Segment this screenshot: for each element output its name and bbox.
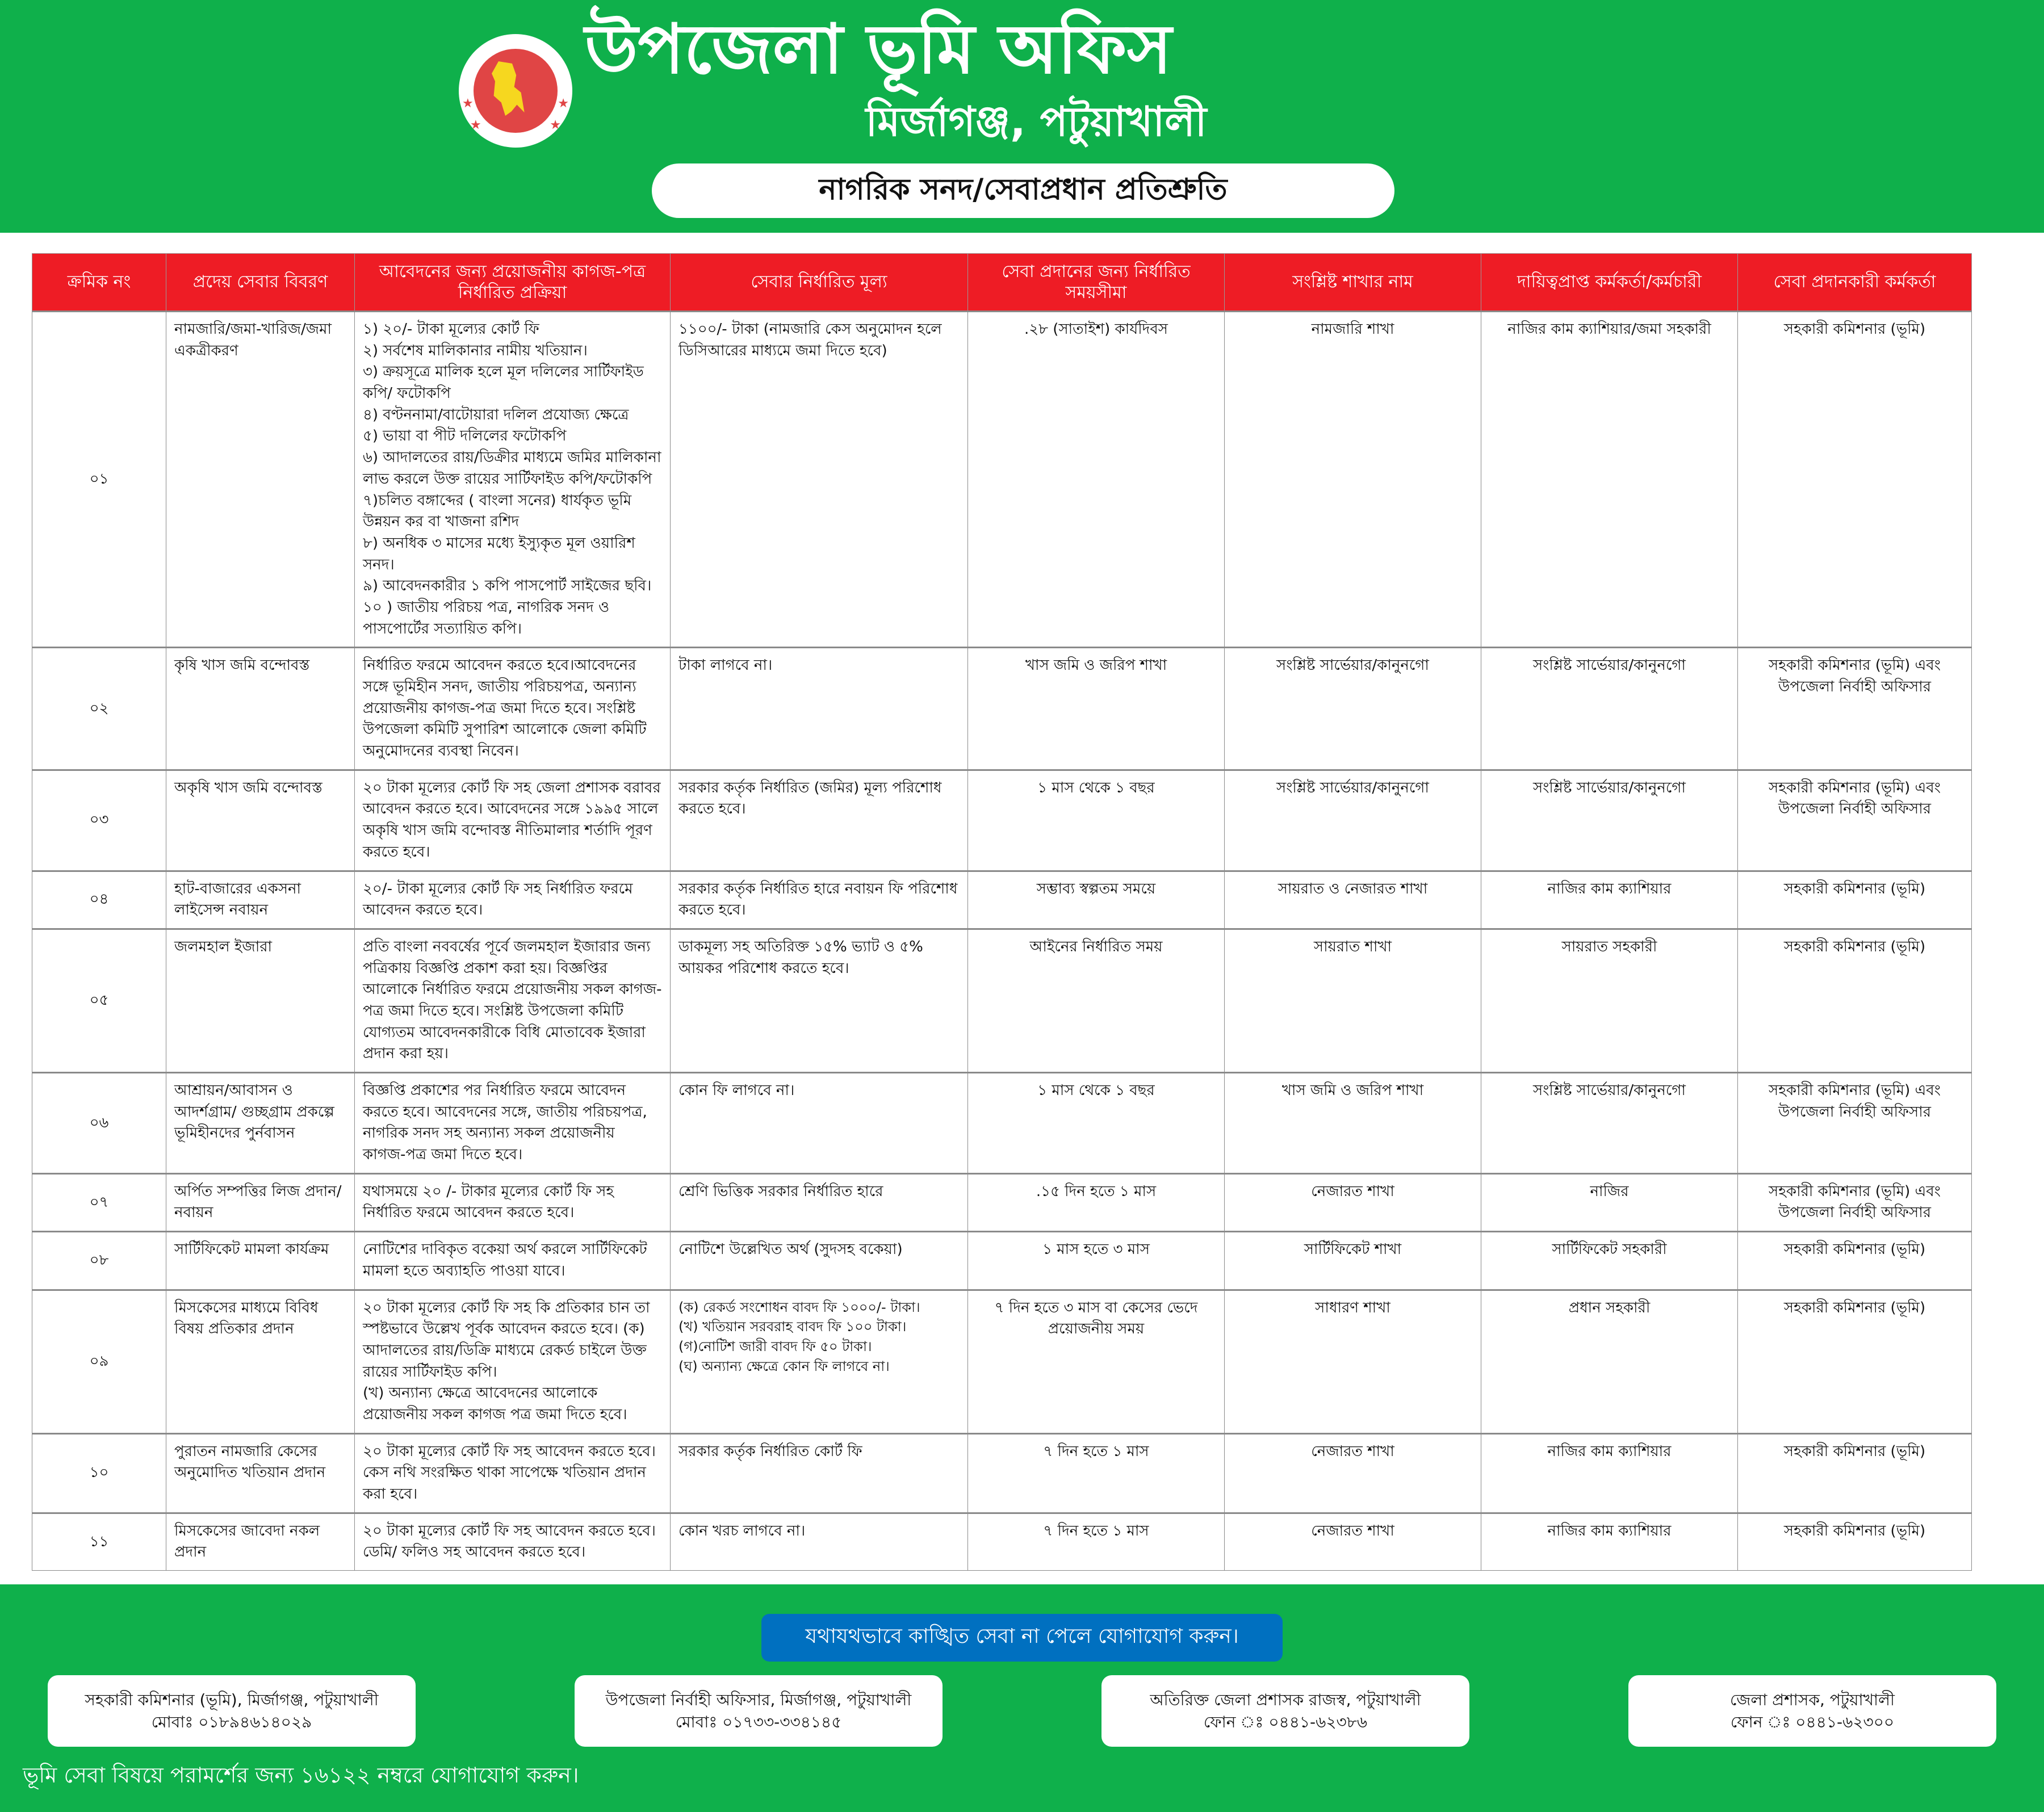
- service-provider-cell: সহকারী কমিশনার (ভূমি): [1738, 929, 1972, 1072]
- serial-number-cell: ০১: [32, 312, 166, 648]
- responsible-officer-cell: নাজির: [1481, 1173, 1738, 1231]
- fee-cell: টাকা লাগবে না।: [671, 648, 968, 770]
- service-cell: সার্টিফিকেট মামলা কার্যক্রম: [166, 1232, 355, 1290]
- branch-cell: নেজারত শাখা: [1225, 1173, 1481, 1231]
- contact-name: অতিরিক্ত জেলা প্রশাসক রাজস্ব, পটুয়াখালী: [1150, 1690, 1421, 1709]
- serial-number-cell: ০৪: [32, 871, 166, 929]
- service-provider-cell: সহকারী কমিশনার (ভূমি): [1738, 312, 1972, 648]
- fee-item: (গ)নোটিশ জারী বাবদ ফি ৫০ টাকা।: [678, 1339, 872, 1355]
- fee-cell: [671, 1290, 968, 1433]
- documents-cell: [355, 1513, 671, 1570]
- document-item: বিজ্ঞপ্তি প্রকাশের পর নির্ধারিত ফরমে আবেদন করতে হবে। আবেদনের সঙ্গে, জাতীয় পরিচয়পত্র, নাগরিক সনদ সহ অন্যান্য সকল প্রয়োজনীয় কাগজ-পত্র জমা দিতে হবে।: [363, 1082, 647, 1164]
- column-header-fee: সেবার নির্ধারিত মূল্য: [671, 254, 968, 312]
- service-provider-cell: সহকারী কমিশনার (ভূমি): [1738, 1433, 1972, 1513]
- document-item: ২০ টাকা মূল্যের কোর্ট ফি সহ কি প্রতিকার চান তা স্পষ্টভাবে উল্লেখ পূর্বক আবেদন করতে হবে। (ক) আদালতের রায়/ডিক্রি মাধ্যমে রেকর্ড চাইলে উক্ত রায়ের সার্টিফাইড কপি।: [363, 1299, 650, 1381]
- document-item: ৬) আদালতের রায়/ডিক্রীর মাধ্যমে জমির মালিকানা লাভ করলে উক্ত রায়ের সার্টিফাইড কপি/ফটোকপি: [363, 449, 661, 488]
- contact-phone: ফোন ঃ ০৪৪১-৬২৩৮৬: [1203, 1713, 1368, 1732]
- contact-phone: মোবাঃ ০১৭৩৩-৩৩৪১৪৫: [675, 1713, 842, 1732]
- column-header-provider: সেবা প্রদানকারী কর্মকর্তা: [1738, 254, 1972, 312]
- document-item: ৯) আবেদনকারীর ১ কপি পাসপোর্ট সাইজের ছবি।: [363, 577, 652, 595]
- documents-cell: [355, 1073, 671, 1174]
- contact-phone: ফোন ঃ ০৪৪১-৬২৩০০: [1730, 1713, 1895, 1732]
- citizen-charter-banner: নাগরিক সনদ/সেবাপ্রধান প্রতিশ্রুতি: [652, 163, 1394, 218]
- responsible-officer-cell: সংশ্লিষ্ট সার্ভেয়ার/কানুনগো: [1481, 1073, 1738, 1174]
- service-provider-cell: সহকারী কমিশনার (ভূমি) এবং উপজেলা নির্বাহী অফিসার: [1738, 1073, 1972, 1174]
- documents-cell: [355, 1173, 671, 1231]
- service-provider-cell: সহকারী কমিশনার (ভূমি): [1738, 1232, 1972, 1290]
- documents-cell: [355, 648, 671, 770]
- table-row: [32, 1433, 1972, 1513]
- table-row: [32, 1290, 1972, 1433]
- responsible-officer-cell: সংশ্লিষ্ট সার্ভেয়ার/কানুনগো: [1481, 648, 1738, 770]
- document-item: ২০/- টাকা মূল্যের কোর্ট ফি সহ নির্ধারিত ফরমে আবেদন করতে হবে।: [363, 880, 633, 919]
- document-item: ৪) বণ্টননামা/বাটোয়ারা দলিল প্রযোজ্য ক্ষেত্রে: [363, 406, 629, 423]
- time-limit-cell: .১৫ দিন হতে ১ মাস: [968, 1173, 1225, 1231]
- contact-cards: [0, 1662, 2044, 1747]
- helpline-text: ভূমি সেবা বিষয়ে পরামর্শের জন্য ১৬১২২ নম্বরে যোগাযোগ করুন।: [23, 1763, 579, 1788]
- branch-cell: নেজারত শাখা: [1225, 1433, 1481, 1513]
- document-item: যথাসময়ে ২০ /- টাকার মূল্যের কোর্ট ফি সহ নির্ধারিত ফরমে আবেদন করতে হবে।: [363, 1182, 614, 1222]
- government-seal-icon: [459, 34, 572, 148]
- table-body: [32, 312, 1972, 1571]
- fee-cell: কোন খরচ লাগবে না।: [671, 1513, 968, 1570]
- time-limit-cell: ৭ দিন হতে ১ মাস: [968, 1433, 1225, 1513]
- service-cell: অর্পিত সম্পত্তির লিজ প্রদান/ নবায়ন: [166, 1173, 355, 1231]
- responsible-officer-cell: নাজির কাম ক্যাশিয়ার: [1481, 1513, 1738, 1570]
- service-cell: জলমহাল ইজারা: [166, 929, 355, 1072]
- serial-number-cell: ০৮: [32, 1232, 166, 1290]
- documents-cell: [355, 1290, 671, 1433]
- documents-cell: [355, 312, 671, 648]
- service-cell: হাট-বাজারের একসনা লাইসেন্স নবায়ন: [166, 871, 355, 929]
- star-icon: ★: [462, 97, 474, 111]
- table-row: [32, 1232, 1972, 1290]
- service-cell: কৃষি খাস জমি বন্দোবস্ত: [166, 648, 355, 770]
- contact-name: উপজেলা নির্বাহী অফিসার, মির্জাগঞ্জ, পটুয়াখালী: [605, 1690, 912, 1709]
- column-header-responsible: দায়িত্বপ্রাপ্ত কর্মকর্তা/কর্মচারী: [1481, 254, 1738, 312]
- document-item: ১০ ) জাতীয় পরিচয় পত্র, নাগরিক সনদ ও পাসপোর্টের সত্যায়িত কপি।: [363, 598, 610, 637]
- service-cell: নামজারি/জমা-খারিজ/জমা একত্রীকরণ: [166, 312, 355, 648]
- document-item: প্রতি বাংলা নববর্ষের পূর্বে জলমহাল ইজারার জন্য পত্রিকায় বিজ্ঞপ্তি প্রকাশ করা হয়। বিজ্ঞপ্তির আলোকে নির্ধারিত ফরমে প্রয়োজনীয় সকল কাগজ-পত্র জমা দিতে হবে। সংশ্লিষ্ট উপজেলা কমিটি যোগ্যতম আবেদনকারীকে বিধি মোতাবেক ইজারা প্রদান করা হয়।: [363, 938, 662, 1063]
- fee-cell: শ্রেণি ভিত্তিক সরকার নির্ধারিত হারে: [671, 1173, 968, 1231]
- document-item: নোটিশের দাবিকৃত বকেয়া অর্থ করলে সার্টিফিকেট মামলা হতে অব্যাহতি পাওয়া যাবে।: [363, 1241, 647, 1280]
- table-row: [32, 1073, 1972, 1174]
- service-cell: আশ্রায়ন/আবাসন ও আদর্শগ্রাম/ গুচ্ছগ্রাম প্রকল্পে ভূমিহীনদের পুর্নবাসন: [166, 1073, 355, 1174]
- branch-cell: সংশ্লিষ্ট সার্ভেয়ার/কানুনগো: [1225, 770, 1481, 871]
- document-item: ৭)চলিত বঙ্গাব্দের ( বাংলা সনের) ধার্যকৃত ভূমি উন্নয়ন কর বা খাজনা রশিদ: [363, 492, 632, 531]
- service-provider-cell: সহকারী কমিশনার (ভূমি) এবং উপজেলা নির্বাহী অফিসার: [1738, 770, 1972, 871]
- table-row: [32, 1173, 1972, 1231]
- contact-card: [48, 1675, 416, 1747]
- time-limit-cell: ৭ দিন হতে ৩ মাস বা কেসের ভেদে প্রয়োজনীয় সময়: [968, 1290, 1225, 1433]
- office-location: মির্জাগঞ্জ, পটুয়াখালী: [865, 98, 1207, 145]
- service-provider-cell: সহকারী কমিশনার (ভূমি) এবং উপজেলা নির্বাহী অফিসার: [1738, 648, 1972, 770]
- contact-card: [1101, 1675, 1469, 1747]
- document-item: নির্ধারিত ফরমে আবেদন করতে হবে।আবেদনের সঙ্গে ভূমিহীন সনদ, জাতীয় পরিচয়পত্র, অন্যান্য প্রয়োজনীয় কাগজ-পত্র জমা দিতে হবে। সংশ্লিষ্ট উপজেলা কমিটি সুপারিশ আলোকে জেলা কমিটি অনুমোদনের ব্যবস্থা নিবেন।: [363, 657, 647, 760]
- column-header-branch: সংশ্লিষ্ট শাখার নাম: [1225, 254, 1481, 312]
- table-row: [32, 929, 1972, 1072]
- serial-number-cell: ০৬: [32, 1073, 166, 1174]
- time-limit-cell: ১ মাস হতে ৩ মাস: [968, 1232, 1225, 1290]
- time-limit-cell: ৭ দিন হতে ১ মাস: [968, 1513, 1225, 1570]
- service-cell: পুরাতন নামজারি কেসের অনুমোদিত খতিয়ান প্রদান: [166, 1433, 355, 1513]
- service-provider-cell: সহকারী কমিশনার (ভূমি): [1738, 1290, 1972, 1433]
- document-item: ১) ২০/- টাকা মূল্যের কোর্ট ফি: [363, 321, 539, 338]
- documents-cell: [355, 1433, 671, 1513]
- document-item: ২০ টাকা মূল্যের কোর্ট ফি সহ আবেদন করতে হবে। কেস নথি সংরক্ষিত থাকা সাপেক্ষে খতিয়ান প্রদান করা হবে।: [363, 1442, 656, 1503]
- branch-cell: খাস জমি ও জরিপ শাখা: [1225, 1073, 1481, 1174]
- fee-cell: সরকার কর্তৃক নির্ধারিত হারে নবায়ন ফি পরিশোধ করতে হবে।: [671, 871, 968, 929]
- document-item: ২) সর্বশেষ মালিকানার নামীয় খতিয়ান।: [363, 342, 588, 359]
- responsible-officer-cell: নাজির কাম ক্যাশিয়ার/জমা সহকারী: [1481, 312, 1738, 648]
- service-cell: মিসকেসের জাবেদা নকল প্রদান: [166, 1513, 355, 1570]
- serial-number-cell: ১১: [32, 1513, 166, 1570]
- service-provider-cell: সহকারী কমিশনার (ভূমি) এবং উপজেলা নির্বাহী অফিসার: [1738, 1173, 1972, 1231]
- document-item: ডেমি/ ফলিও সহ আবেদন করতে হবে।: [363, 1543, 586, 1561]
- documents-cell: [355, 929, 671, 1072]
- serial-number-cell: ০৫: [32, 929, 166, 1072]
- service-provider-cell: সহকারী কমিশনার (ভূমি): [1738, 871, 1972, 929]
- fee-cell: কোন ফি লাগবে না।: [671, 1073, 968, 1174]
- responsible-officer-cell: প্রধান সহকারী: [1481, 1290, 1738, 1433]
- document-item: ২০ টাকা মূল্যের কোর্ট ফি সহ জেলা প্রশাসক বরাবর আবেদন করতে হবে। আবেদনের সঙ্গে ১৯৯৫ সালে অকৃষি খাস জমি বন্দোবস্ত নীতিমালার শর্তাদি পূরণ করতে হবে।: [363, 779, 661, 861]
- star-icon: ★: [550, 118, 561, 132]
- star-icon: ★: [558, 97, 569, 111]
- footer: [0, 1584, 2044, 1812]
- office-title: উপজেলা ভূমি অফিস: [585, 10, 1172, 89]
- service-provider-cell: সহকারী কমিশনার (ভূমি): [1738, 1513, 1972, 1570]
- responsible-officer-cell: নাজির কাম ক্যাশিয়ার: [1481, 871, 1738, 929]
- table-header-row: [32, 254, 1972, 312]
- column-header-time: সেবা প্রদানের জন্য নির্ধারিত সময়সীমা: [968, 254, 1225, 312]
- table-row: [32, 648, 1972, 770]
- table-row: [32, 1513, 1972, 1570]
- column-header-serial: ক্রমিক নং: [32, 254, 166, 312]
- contact-notice: যথাযথভাবে কাঙ্খিত সেবা না পেলে যোগাযোগ করুন।: [761, 1614, 1283, 1662]
- table-row: [32, 770, 1972, 871]
- notice-row: [0, 1614, 2044, 1662]
- serial-number-cell: ১০: [32, 1433, 166, 1513]
- responsible-officer-cell: সার্টিফিকেট সহকারী: [1481, 1232, 1738, 1290]
- service-cell: মিসকেসের মাধ্যমে বিবিধ বিষয় প্রতিকার প্রদান: [166, 1290, 355, 1433]
- document-item: ৮) অনধিক ৩ মাসের মধ্যে ইস্যুকৃত মূল ওয়ারিশ সনদ।: [363, 534, 635, 573]
- time-limit-cell: ১ মাস থেকে ১ বছর: [968, 1073, 1225, 1174]
- responsible-officer-cell: সায়রাত সহকারী: [1481, 929, 1738, 1072]
- fee-cell: ডাকমূল্য সহ অতিরিক্ত ১৫% ভ্যাট ও ৫% আয়কর পরিশোধ করতে হবে।: [671, 929, 968, 1072]
- serial-number-cell: ০৩: [32, 770, 166, 871]
- contact-card: [1628, 1675, 1996, 1747]
- responsible-officer-cell: সংশ্লিষ্ট সার্ভেয়ার/কানুনগো: [1481, 770, 1738, 871]
- fee-item: (খ) খতিয়ান সরবরাহ বাবদ ফি ১০০ টাকা।: [678, 1319, 907, 1335]
- serial-number-cell: ০২: [32, 648, 166, 770]
- contact-name: সহকারী কমিশনার (ভূমি), মির্জাগঞ্জ, পটুয়াখালী: [85, 1690, 379, 1709]
- documents-cell: [355, 770, 671, 871]
- branch-cell: সায়রাত ও নেজারত শাখা: [1225, 871, 1481, 929]
- star-icon: ★: [470, 118, 481, 132]
- serial-number-cell: ০৭: [32, 1173, 166, 1231]
- branch-cell: নেজারত শাখা: [1225, 1513, 1481, 1570]
- service-cell: অকৃষি খাস জমি বন্দোবস্ত: [166, 770, 355, 871]
- document-item: ৫) ভায়া বা পীট দলিলের ফটোকপি: [363, 427, 567, 445]
- fee-cell: নোটিশে উল্লেখিত অর্থ (সুদসহ বকেয়া): [671, 1232, 968, 1290]
- serial-number-cell: ০৯: [32, 1290, 166, 1433]
- document-item: ৩) ক্রয়সূত্রে মালিক হলে মূল দলিলের সার্টিফাইড কপি/ ফটোকপি: [363, 363, 644, 402]
- branch-cell: সাধারণ শাখা: [1225, 1290, 1481, 1433]
- column-header-documents: আবেদনের জন্য প্রয়োজনীয় কাগজ-পত্র নির্ধারিত প্রক্রিয়া: [355, 254, 671, 312]
- documents-cell: [355, 1232, 671, 1290]
- fee-cell: ১১০০/- টাকা (নামজারি কেস অনুমোদন হলে ডিসিআরের মাধ্যমে জমা দিতে হবে): [671, 312, 968, 648]
- fee-cell: সরকার কর্তৃক নির্ধারিত (জমির) মূল্য পরিশোধ করতে হবে।: [671, 770, 968, 871]
- table-row: [32, 312, 1972, 648]
- table-row: [32, 871, 1972, 929]
- time-limit-cell: .২৮ (সাতাইশ) কার্যদিবস: [968, 312, 1225, 648]
- branch-cell: নামজারি শাখা: [1225, 312, 1481, 648]
- fee-item: (ঘ) অন্যান্য ক্ষেত্রে কোন ফি লাগবে না।: [678, 1358, 890, 1374]
- time-limit-cell: খাস জমি ও জরিপ শাখা: [968, 648, 1225, 770]
- document-item: ২০ টাকা মূল্যের কোর্ট ফি সহ আবেদন করতে হবে।: [363, 1522, 656, 1540]
- time-limit-cell: সম্ভাব্য স্বল্পতম সময়ে: [968, 871, 1225, 929]
- table-section: [0, 233, 2044, 1584]
- contact-phone: মোবাঃ ০১৮৯৪৬১৪০২৯: [151, 1713, 312, 1732]
- contact-card: [575, 1675, 943, 1747]
- citizen-charter-table: [32, 253, 1972, 1571]
- fee-cell: সরকার কর্তৃক নির্ধারিত কোর্ট ফি: [671, 1433, 968, 1513]
- time-limit-cell: আইনের নির্ধারিত সময়: [968, 929, 1225, 1072]
- column-header-service: প্রদেয় সেবার বিবরণ: [166, 254, 355, 312]
- document-item: (খ) অন্যান্য ক্ষেত্রে আবেদনের আলোকে প্রয়োজনীয় সকল কাগজ পত্র জমা দিতে হবে।: [363, 1385, 627, 1423]
- fee-item: (ক) রেকর্ড সংশোধন বাবদ ফি ১০০০/- টাকা।: [678, 1299, 920, 1315]
- contact-name: জেলা প্রশাসক, পটুয়াখালী: [1729, 1690, 1895, 1709]
- branch-cell: সংশ্লিষ্ট সার্ভেয়ার/কানুনগো: [1225, 648, 1481, 770]
- time-limit-cell: ১ মাস থেকে ১ বছর: [968, 770, 1225, 871]
- header-banner: [0, 0, 2044, 233]
- branch-cell: সার্টিফিকেট শাখা: [1225, 1232, 1481, 1290]
- branch-cell: সায়রাত শাখা: [1225, 929, 1481, 1072]
- documents-cell: [355, 871, 671, 929]
- responsible-officer-cell: নাজির কাম ক্যাশিয়ার: [1481, 1433, 1738, 1513]
